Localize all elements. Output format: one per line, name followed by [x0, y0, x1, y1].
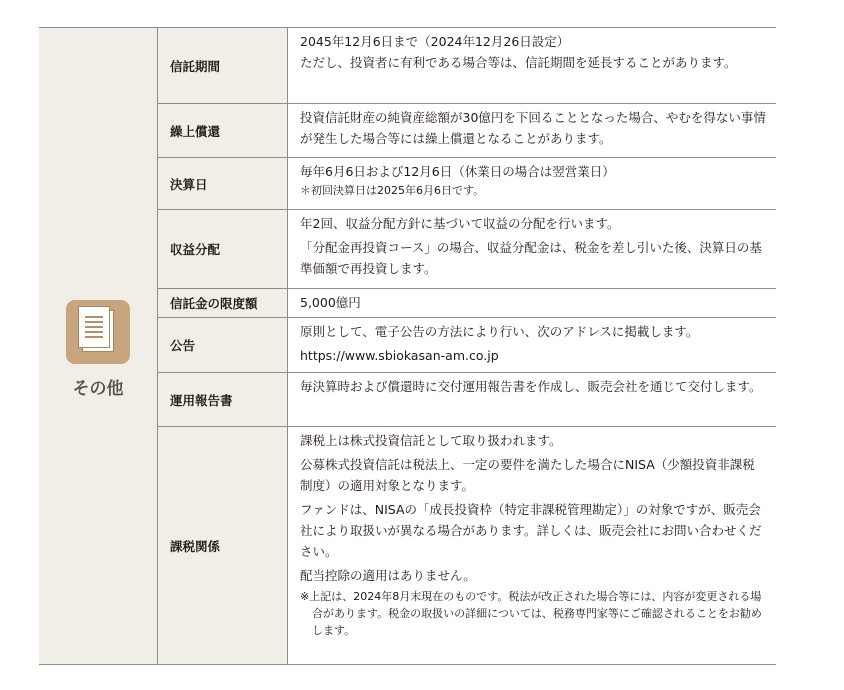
- table-row: [158, 104, 776, 158]
- row-content: [288, 104, 776, 157]
- row-text: 課税上は株式投資信託として取り扱われます。: [300, 433, 562, 448]
- row-text: 「分配金再投資コース」の場合、収益分配金は、税金を差し引いた後、決算日の基準価額で再投資します。: [300, 240, 762, 276]
- row-header: 信託期間: [158, 28, 288, 103]
- row-content: [288, 427, 776, 664]
- row-text: 5,000億円: [300, 295, 361, 310]
- row-content: [288, 318, 776, 372]
- category-column: [39, 28, 158, 664]
- row-text: 毎決算時および償還時に交付運用報告書を作成し、販売会社を通じて交付します。: [300, 379, 762, 394]
- table-row: [158, 373, 776, 427]
- row-header: 信託金の限度額: [158, 289, 288, 317]
- row-content: [288, 373, 776, 426]
- row-header: 決算日: [158, 158, 288, 209]
- link-text: https://www.sbiokasan-am.co.jp: [300, 348, 499, 363]
- document-icon: [66, 300, 130, 364]
- row-header: 収益分配: [158, 210, 288, 288]
- row-text: 投資信託財産の純資産総額が30億円を下回ることとなった場合、やむを得ない事情が発生した場合等には繰上償還となることがあります。: [300, 110, 766, 146]
- row-content: [288, 289, 776, 317]
- table-row: [158, 210, 776, 289]
- row-header: 課税関係: [158, 427, 288, 664]
- table-row: [158, 289, 776, 318]
- row-text: 公募株式投資信託は税法上、一定の要件を満たした場合にNISA（少額投資非課税制度）の適用対象となります。: [300, 457, 755, 493]
- row-text: 年2回、収益分配方針に基づいて収益の分配を行います。: [300, 216, 620, 231]
- row-text: 毎年6月6日および12月6日（休業日の場合は翌営業日）: [300, 164, 615, 179]
- table-row: [158, 427, 776, 664]
- row-text: 原則として、電子公告の方法により行い、次のアドレスに掲載します。: [300, 324, 699, 339]
- fund-info-table: [39, 27, 776, 665]
- info-rows: [158, 28, 776, 664]
- row-header: 公告: [158, 318, 288, 372]
- row-text: 配当控除の適用はありません。: [300, 568, 476, 583]
- row-header: 運用報告書: [158, 373, 288, 426]
- row-content: [288, 28, 776, 103]
- table-row: [158, 158, 776, 210]
- table-row: [158, 28, 776, 104]
- row-text: ファンドは、NISAの「成長投資枠（特定非課税管理勘定）」の対象ですが、販売会社により取扱いが異なる場合があります。詳しくは、販売会社にお問い合わせください。: [300, 502, 762, 559]
- row-content: [288, 158, 776, 209]
- table-row: [158, 318, 776, 373]
- category-label: その他: [72, 379, 124, 399]
- footnote: ※上記は、2024年8月末現在のものです。税法が改正された場合等には、内容が変更される場合があります。税金の取扱いの詳細については、税務専門家等にご確認されることをお勧めします。: [300, 590, 762, 637]
- row-text: ただし、投資者に有利である場合等は、信託期間を延長することがあります。: [300, 55, 737, 70]
- row-note: ＊初回決算日は2025年6月6日です。: [300, 184, 485, 197]
- row-text: 2045年12月6日まで（2024年12月26日設定）: [300, 34, 570, 49]
- row-content: [288, 210, 776, 288]
- row-header: 繰上償還: [158, 104, 288, 157]
